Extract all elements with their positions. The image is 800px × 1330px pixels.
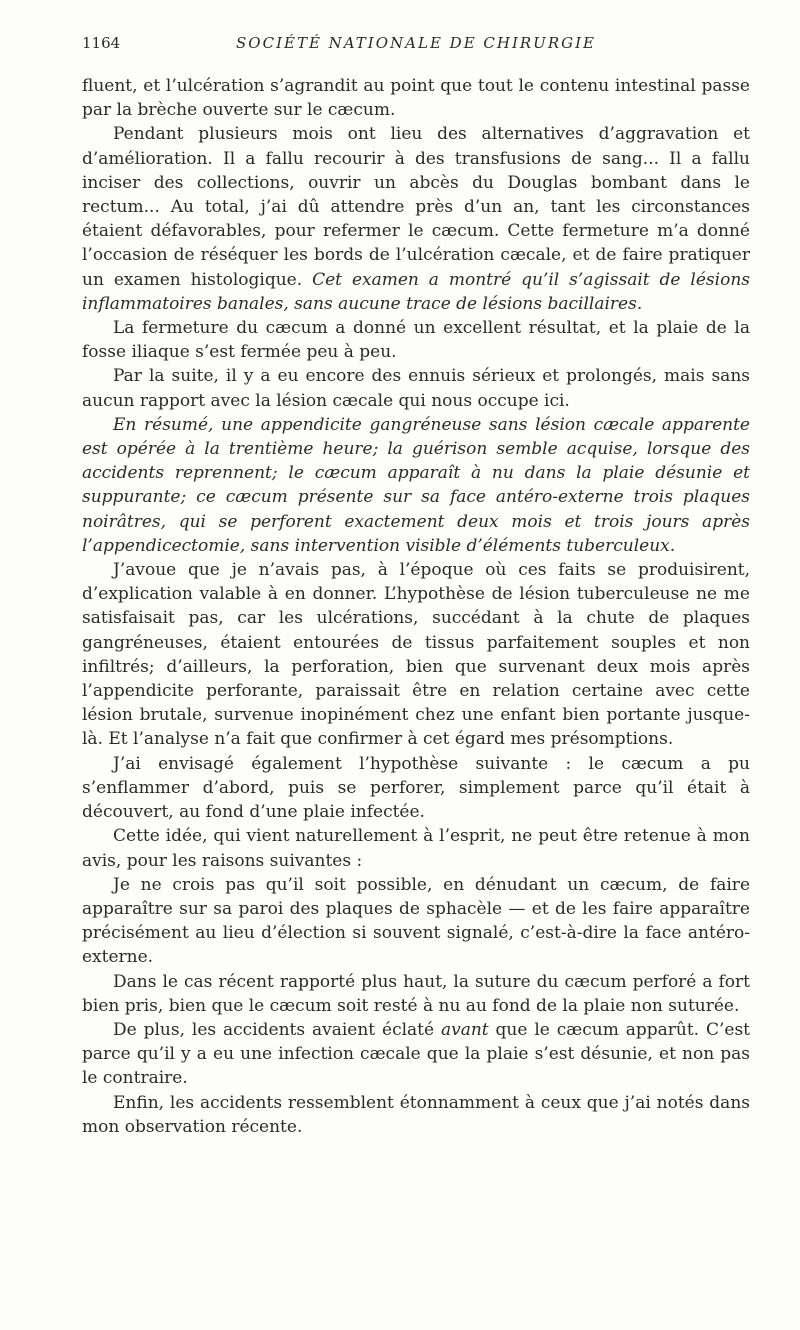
paragraph-9: Je ne crois pas qu’il soit possible, en dénudant un cæcum, de faire apparaître sur sa paroi des plaques de sphacèle — et de les faire apparaître précisément au lieu d’élection si souvent signalé, c’est-à-dire la face antéro-externe. xyxy=(82,874,750,968)
paragraph-2 xyxy=(82,122,750,316)
paragraph-1: fluent, et l’ulcération s’agrandit au point que tout le contenu intestinal passe par la brèche ouverte sur le cæcum. xyxy=(82,76,750,121)
paragraph-11 xyxy=(82,1018,750,1091)
body-text xyxy=(82,74,750,1139)
paragraph-3: La fermeture du cæcum a donné un excellent résultat, et la plaie de la fosse iliaque s’est fermée peu à peu. xyxy=(82,318,750,363)
paragraph-2-text: Pendant plusieurs mois ont lieu des alternatives d’aggravation et d’amélioration. Il a fallu recourir à des transfusions de sang... Il a fallu inciser des collections, ouvrir un abcès du Douglas bombant dans le rectum... Au total, j’ai dû attendre près d’un an, tant les circonstances étaient défavorables, pour refermer le cæcum. Cette fermeture m’a donné l’occasion de réséquer les bords de l’ulcération cæcale, et de faire pratiquer un examen histologique. xyxy=(82,124,750,290)
paragraph-7: J’ai envisagé également l’hypothèse suivante : le cæcum a pu s’enflammer d’abord, puis se perforer, simplement parce qu’il était à découvert, au fond d’une plaie infectée. xyxy=(82,753,750,823)
paragraph-11-text-a: De plus, les accidents avaient éclaté xyxy=(113,1019,435,1040)
paragraph-8: Cette idée, qui vient naturellement à l’esprit, ne peut être retenue à mon avis, pour les raisons suivantes : xyxy=(82,826,750,871)
paragraph-5-summary xyxy=(82,413,750,558)
paragraph-6: J’avoue que je n’avais pas, à l’époque où ces faits se produisirent, d’explication valable à en donner. L’hypothèse de lésion tuberculeuse ne me satisfaisait pas, car les ulcérations, succédant à la chute de plaques gangréneuses, étaient entourées de tissus parfaitement souples et non infiltrés; d’ailleurs, la perforation, bien que survenant deux mois après l’appendicite perforante, paraissait être en relation certaine avec cette lésion brutale, survenue inopinément chez une enfant bien portante jusque-là. Et l’analyse n’a fait que confirmer à cet égard mes présomptions. xyxy=(82,560,750,750)
paragraph-12: Enfin, les accidents ressemblent étonnamment à ceux que j’ai notés dans mon observation récente. xyxy=(82,1092,750,1137)
page-number: 1164 xyxy=(82,34,121,52)
paragraph-10: Dans le cas récent rapporté plus haut, la suture du cæcum perforé a fort bien pris, bien que le cæcum soit resté à nu au fond de la plaie non suturée. xyxy=(82,971,750,1016)
paragraph-5-italic: En résumé, une appendicite gangréneuse sans lésion cæcale apparente est opérée à la trentième heure; la guérison semble acquise, lorsque des accidents reprennent; le cæcum apparaît à nu dans la plaie désunie et suppurante; ce cæcum présente sur sa face antéro-externe trois plaques noirâtres, qui se perforent exactement deux mois et trois jours après l’appendicectomie, sans intervention visible d’éléments tuberculeux. xyxy=(82,414,750,556)
paragraph-2-italic: Cet examen a montré qu’il s’agissait de lésions inflammatoires banales, sans aucune trace de lésions bacillaires. xyxy=(82,269,750,314)
paragraph-11-italic: avant xyxy=(440,1019,489,1040)
page-header xyxy=(82,34,750,58)
running-title: SOCIÉTÉ NATIONALE DE CHIRURGIE xyxy=(236,34,596,52)
paragraph-11-text-b: que le cæcum apparût. C’est parce qu’il y a eu une infection cæcale que la plaie s’est désunie, et non pas le contraire. xyxy=(82,1019,751,1089)
paragraph-4: Par la suite, il y a eu encore des ennuis sérieux et prolongés, mais sans aucun rapport avec la lésion cæcale qui nous occupe ici. xyxy=(82,366,750,411)
